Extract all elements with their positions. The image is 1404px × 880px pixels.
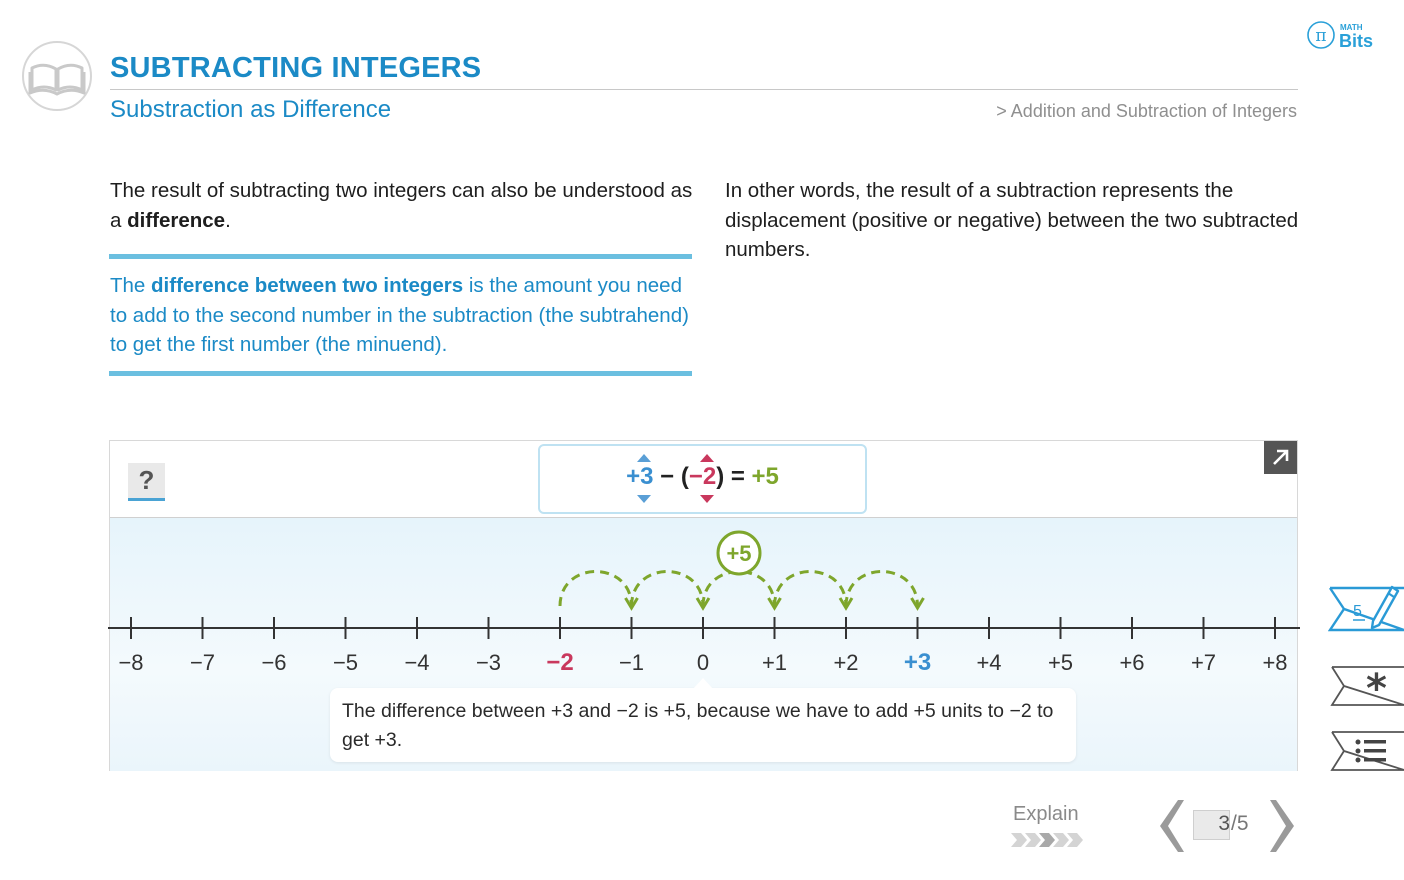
- tick-label: +5: [1047, 650, 1074, 675]
- jump-arc: [846, 572, 918, 607]
- explanation-text: The difference between +3 and −2 is +5, because we have to add +5 units to −2 to get +3.: [342, 700, 1054, 751]
- equation-equals: ) =: [716, 463, 752, 490]
- jump-arc: [703, 572, 775, 607]
- breadcrumb[interactable]: > Addition and Subtraction of Integers: [996, 101, 1297, 121]
- pencil-icon: [1372, 587, 1398, 628]
- tick-label: 0: [696, 650, 710, 675]
- page-total: /5: [1231, 812, 1249, 835]
- list-icon: [1356, 740, 1387, 763]
- tick-label: +4: [976, 650, 1002, 675]
- intro-keyword: difference: [127, 208, 226, 232]
- tick-label: −5: [332, 650, 359, 675]
- jump-arcs: [560, 572, 924, 609]
- definition-rest: is the amount you need to add to the second number in the subtraction (the subtrahend) to get the first number (the minuend).: [110, 274, 689, 356]
- definition-start: The: [110, 274, 152, 297]
- chevron-left-icon: [1160, 800, 1184, 852]
- jump-arc: [632, 572, 704, 607]
- difference-badge: [718, 532, 760, 574]
- equation-result: +5: [751, 463, 779, 490]
- previous-page-button[interactable]: [1152, 798, 1186, 854]
- explain-progress-icon[interactable]: [1011, 832, 1083, 848]
- intro-text: The result of subtracting two integers can also be understood as a: [110, 179, 693, 232]
- tick-label: −4: [404, 650, 430, 675]
- tick-label: −3: [475, 650, 502, 675]
- notes-count: 5: [1353, 603, 1362, 620]
- tick-label: −7: [189, 650, 216, 675]
- subtrahend-down-icon: [700, 495, 714, 503]
- tick-label: +2: [833, 650, 859, 675]
- callout-pointer: [692, 678, 714, 690]
- tick-label: +6: [1119, 650, 1145, 675]
- minuend-up-icon: [637, 454, 651, 462]
- minuend-down-icon: [637, 495, 651, 503]
- logo-top-text: MATH: [1340, 23, 1363, 32]
- tick-label: +1: [761, 650, 788, 675]
- tick-label: −1: [618, 650, 645, 675]
- page-title: SUBTRACTING INTEGERS: [110, 52, 482, 84]
- jump-arc: [775, 572, 847, 607]
- chevron-right-icon: [1270, 800, 1294, 852]
- explain-label[interactable]: Explain: [1013, 803, 1079, 825]
- equation-minus: − (: [653, 463, 689, 490]
- page-subtitle: Substraction as Difference: [110, 96, 392, 123]
- equation-subtrahend[interactable]: −2: [688, 463, 717, 490]
- number-line: [108, 520, 1300, 690]
- notes-tab[interactable]: [1328, 583, 1404, 633]
- index-tab[interactable]: [1330, 731, 1404, 771]
- equation-minuend[interactable]: +3: [626, 463, 654, 490]
- equation: [538, 463, 867, 491]
- intro-paragraph: [110, 176, 695, 235]
- tick-label: +3: [903, 649, 932, 676]
- help-button[interactable]: ?: [128, 463, 165, 501]
- subtrahend-up-icon: [700, 454, 714, 462]
- jump-arc: [560, 572, 632, 607]
- next-page-button[interactable]: [1268, 798, 1302, 854]
- mathbits-logo: [1306, 18, 1388, 52]
- tick-label: +7: [1190, 650, 1217, 675]
- axis-tick-labels: [118, 649, 1287, 676]
- tick-label: −6: [261, 650, 287, 675]
- difference-label: +5: [726, 541, 752, 566]
- tick-label: +8: [1262, 650, 1288, 675]
- definition-keyword: difference between two integers: [151, 274, 464, 297]
- definition-text: [110, 271, 700, 360]
- page-current[interactable]: 3: [1218, 812, 1230, 835]
- logo-bottom-text: Bits: [1339, 31, 1374, 51]
- book-icon[interactable]: [20, 40, 94, 112]
- intro-end: .: [225, 208, 231, 232]
- tick-label: −8: [118, 650, 144, 675]
- title-divider: [110, 89, 1298, 90]
- asterisk-icon: *: [1366, 666, 1387, 706]
- explanation-paragraph: In other words, the result of a subtraction represents the displacement (positive or negative) between the two subtracted numbers.: [725, 179, 1299, 261]
- tick-label: −2: [546, 649, 574, 676]
- svg-text:π: π: [1315, 26, 1327, 46]
- highlights-tab[interactable]: [1330, 666, 1404, 706]
- expand-icon[interactable]: [1264, 441, 1297, 474]
